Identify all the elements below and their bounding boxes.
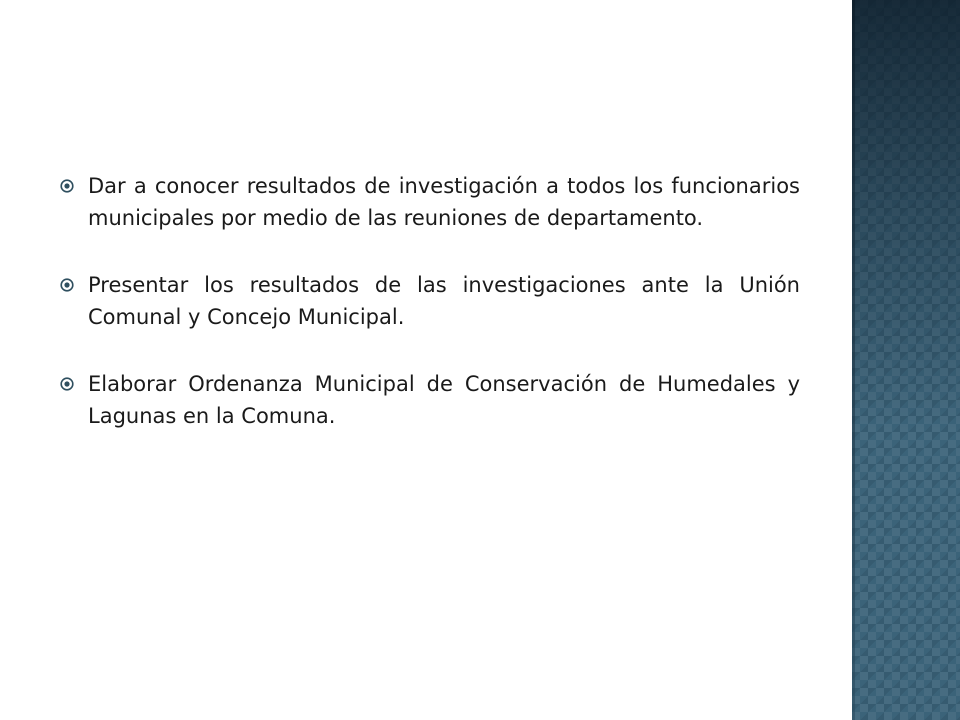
circled-dot-icon [60,278,74,292]
bullet-item [58,269,800,333]
bullet-list [58,170,800,432]
decorative-side-panel [852,0,960,720]
bullet-text: Elaborar Ordenanza Municipal de Conservación de Humedales y Lagunas en la Comuna. [88,372,800,428]
circled-dot-icon [60,179,74,193]
circled-dot-icon [60,377,74,391]
bullet-text: Presentar los resultados de las investigaciones ante la Unión Comunal y Concejo Municipal. [88,273,800,329]
bullet-item [58,368,800,432]
slide-content [58,170,800,467]
bullet-item [58,170,800,234]
bullet-text: Dar a conocer resultados de investigación a todos los funcionarios municipales por medio de las reuniones de departamento. [88,174,800,230]
side-panel-edge [852,0,855,720]
